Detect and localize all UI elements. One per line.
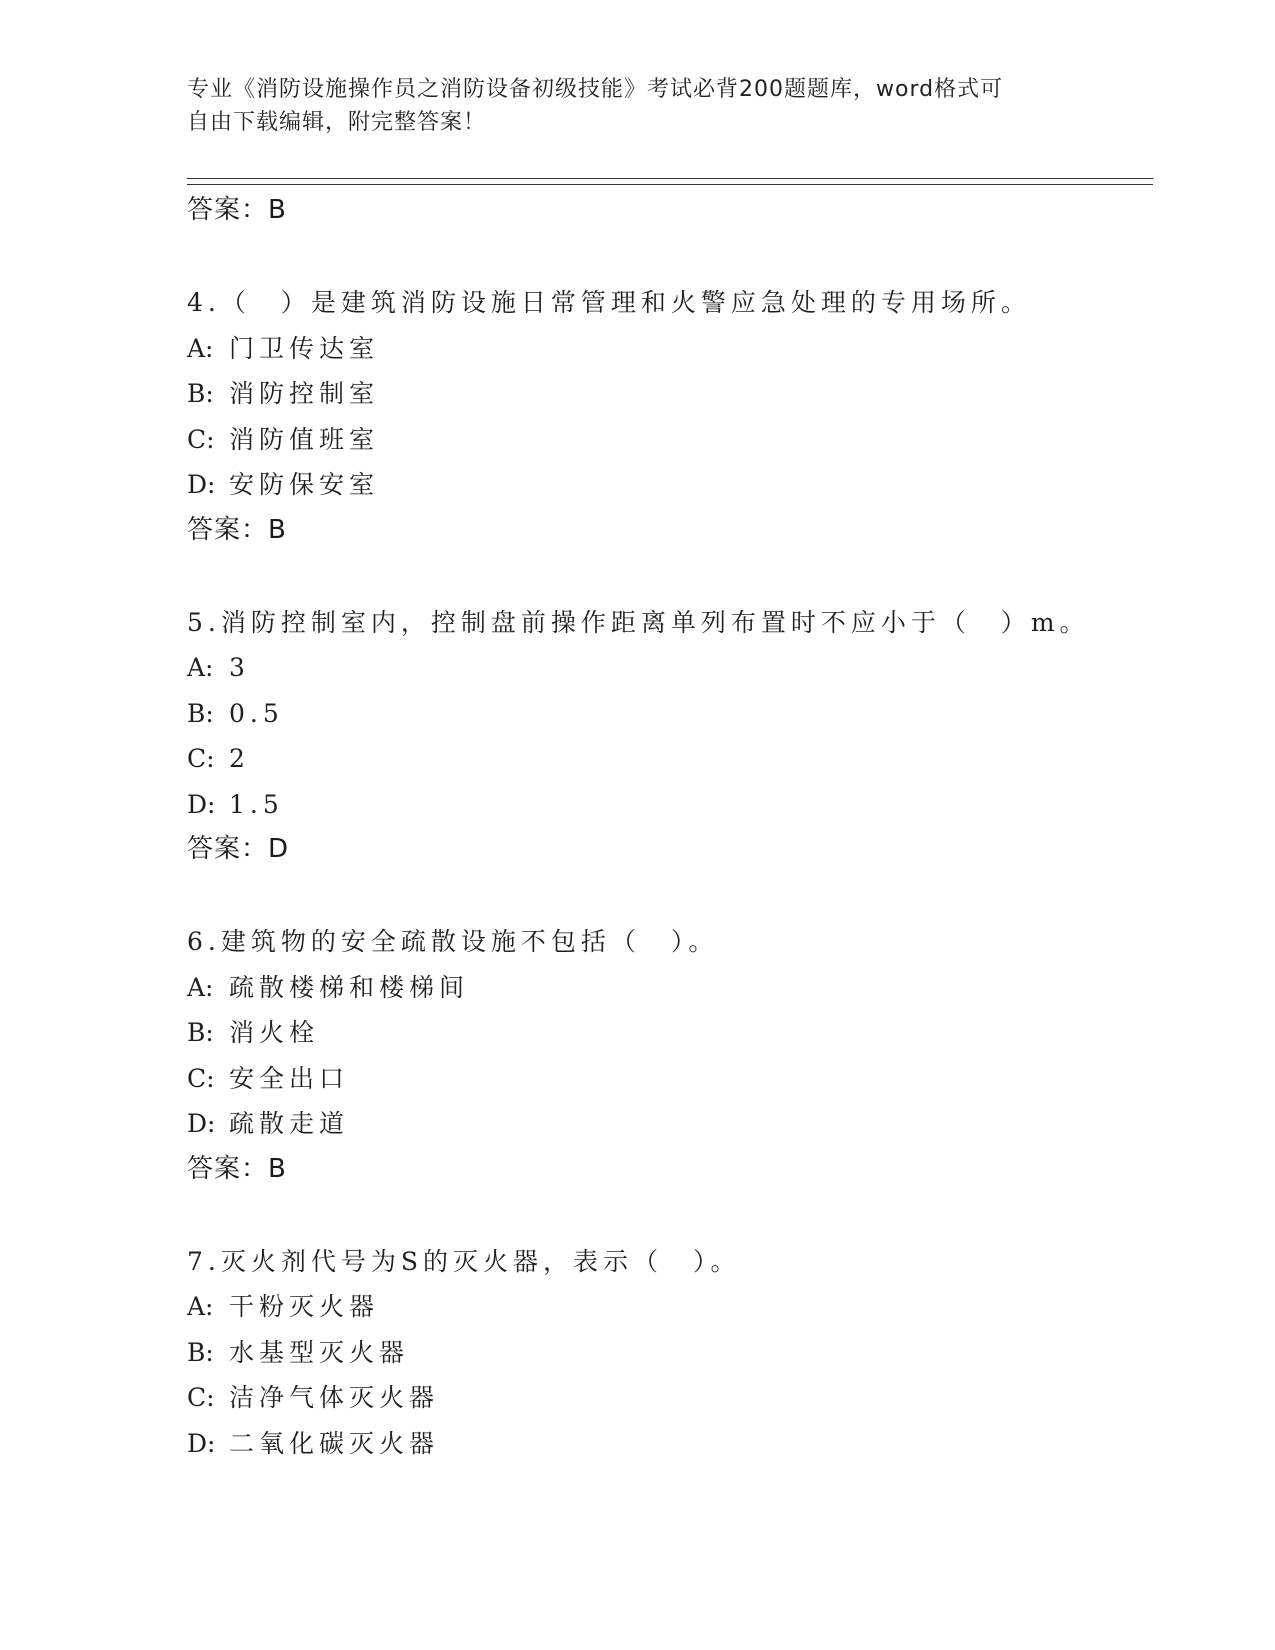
option-letter: C: <box>187 744 215 773</box>
question-5 <box>187 600 1153 872</box>
question-6 <box>187 919 1153 1191</box>
option-letter: B: <box>187 698 214 728</box>
option-text: 安防保安室 <box>229 470 380 499</box>
option-text: 安全出口 <box>229 1063 350 1093</box>
option-letter: A: <box>187 333 214 363</box>
question-text: 5.消防控制室内，控制盘前操作距离单列布置时不应小于（ ）m。 <box>187 607 1090 637</box>
option-d <box>187 1101 1153 1147</box>
answer-label: 答案：B <box>187 514 287 545</box>
option-text: 疏散楼梯和楼梯间 <box>229 972 470 1002</box>
option-letter: B: <box>187 379 214 408</box>
option-text: 干粉灭火器 <box>229 1292 380 1321</box>
option-c <box>187 1375 1153 1421</box>
option-d <box>187 1421 1153 1467</box>
option-text: 1.5 <box>229 789 284 819</box>
option-letter: B: <box>187 1018 214 1047</box>
option-text: 水基型灭火器 <box>229 1337 410 1367</box>
option-b <box>187 371 1153 417</box>
option-text: 疏散走道 <box>229 1109 350 1138</box>
option-b <box>187 1010 1153 1056</box>
question-text: 7.灭火剂代号为S的灭火器，表示（ ）。 <box>187 1246 741 1276</box>
question-text: 6.建筑物的安全疏散设施不包括（ ）。 <box>187 927 719 956</box>
option-a <box>187 965 1153 1011</box>
option-text: 消火栓 <box>229 1018 320 1047</box>
option-d <box>187 462 1153 508</box>
question-text: 4.（ ）是建筑消防设施日常管理和火警应急处理的专用场所。 <box>187 288 1031 317</box>
option-a <box>187 645 1153 691</box>
option-letter: B: <box>187 1337 214 1367</box>
option-d <box>187 782 1153 828</box>
header-line-1: 专业《消防设施操作员之消防设备初级技能》考试必背200题题库，word格式可 <box>187 77 1004 102</box>
page-header <box>187 73 1087 139</box>
option-text: 消防值班室 <box>229 424 380 454</box>
option-text: 3 <box>229 653 250 682</box>
option-b <box>187 1330 1153 1376</box>
option-letter: A: <box>187 972 214 1002</box>
option-text: 2 <box>229 744 250 773</box>
option-letter: D: <box>187 789 216 819</box>
answer-label: 答案：B <box>187 1153 287 1184</box>
option-letter: C: <box>187 1383 215 1412</box>
option-c <box>187 417 1153 463</box>
option-letter: D: <box>187 1109 216 1138</box>
option-b <box>187 691 1153 737</box>
option-text: 洁净气体灭火器 <box>229 1383 440 1412</box>
option-letter: D: <box>187 470 216 499</box>
option-text: 二氧化碳灭火器 <box>229 1428 440 1458</box>
question-7 <box>187 1239 1153 1467</box>
option-a <box>187 1284 1153 1330</box>
option-text: 0.5 <box>229 698 284 728</box>
option-text: 门卫传达室 <box>229 333 380 363</box>
question-list <box>187 188 1153 1466</box>
header-double-rule <box>187 178 1153 185</box>
header-line-2: 自由下载编辑，附完整答案！ <box>187 110 487 135</box>
answer-label: 答案：D <box>187 834 290 864</box>
option-letter: D: <box>187 1428 216 1458</box>
question-4 <box>187 280 1153 552</box>
option-c <box>187 736 1153 782</box>
option-a <box>187 326 1153 372</box>
option-letter: C: <box>187 424 215 454</box>
answer-label: 答案：B <box>187 195 287 225</box>
option-letter: A: <box>187 653 214 682</box>
option-letter: A: <box>187 1292 214 1321</box>
option-letter: C: <box>187 1063 215 1093</box>
option-c <box>187 1056 1153 1102</box>
option-text: 消防控制室 <box>229 379 380 408</box>
